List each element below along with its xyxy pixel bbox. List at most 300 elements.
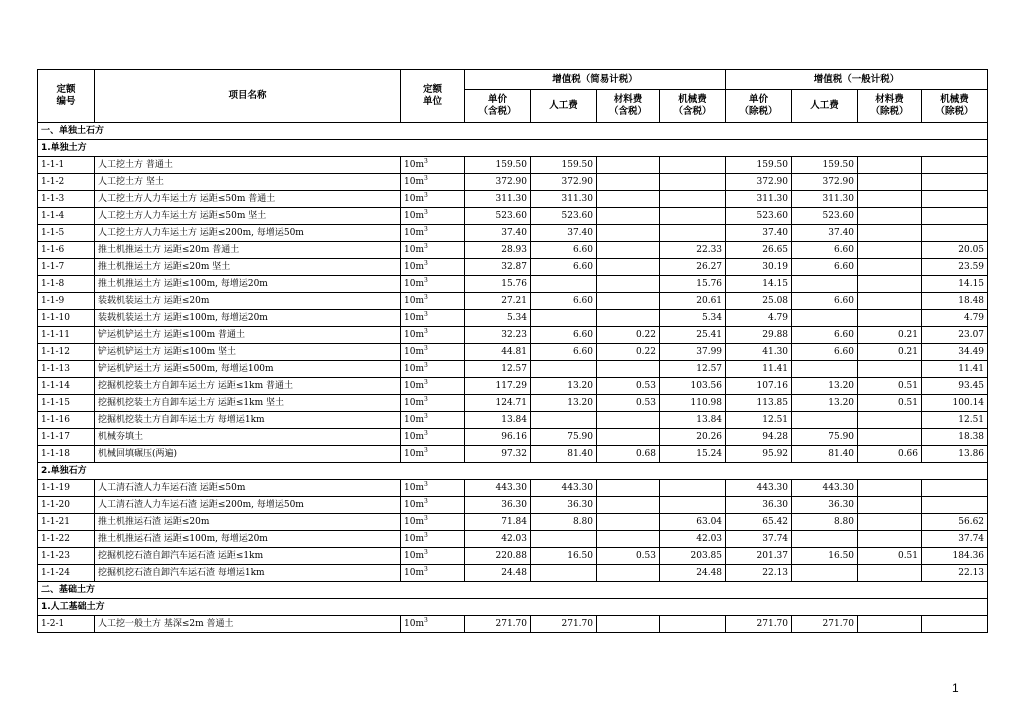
unit-superscript: 3 [424, 362, 428, 369]
cell-price-general: 65.42 [726, 514, 792, 531]
cell-labor-simple: 36.30 [531, 497, 597, 514]
cell-name: 人工挖土方人力车运土方 运距≤50m 普通土 [95, 191, 401, 208]
cell-name: 人工挖土方 坚土 [95, 174, 401, 191]
cell-unit: $10m^3$ [401, 616, 465, 633]
cell-machine-general: 56.62 [922, 514, 988, 531]
cell-code: 1-1-9 [38, 293, 95, 310]
cell-price-general: 12.51 [726, 412, 792, 429]
cell-labor-simple: 6.60 [531, 327, 597, 344]
cell-labor-general: 81.40 [792, 446, 858, 463]
cell-machine-simple [660, 497, 726, 514]
unit-superscript: 3 [424, 498, 428, 505]
cell-price-general: 271.70 [726, 616, 792, 633]
header-general-col-0: 单价 （除税） [726, 90, 792, 123]
cell-labor-simple: 6.60 [531, 344, 597, 361]
cell-price-general: 523.60 [726, 208, 792, 225]
cell-material-simple: 0.53 [597, 548, 660, 565]
cell-unit: $10m^3$ [401, 480, 465, 497]
cell-name: 人工清石渣人力车运石渣 运距≤50m [95, 480, 401, 497]
cell-machine-general [922, 497, 988, 514]
cell-material-general [858, 429, 922, 446]
cell-labor-general: 6.60 [792, 344, 858, 361]
cell-machine-general: 14.15 [922, 276, 988, 293]
cell-material-general [858, 242, 922, 259]
cell-name: 人工挖一般土方 基深≤2m 普通土 [95, 616, 401, 633]
cell-unit: $10m^3$ [401, 446, 465, 463]
unit-superscript: 3 [424, 430, 428, 437]
cell-name: 挖掘机挖石渣自卸汽车运石渣 运距≤1km [95, 548, 401, 565]
cell-labor-simple: 6.60 [531, 259, 597, 276]
cell-labor-general: 6.60 [792, 327, 858, 344]
cell-material-general [858, 174, 922, 191]
cell-machine-general: 93.45 [922, 378, 988, 395]
cell-material-general [858, 514, 922, 531]
cell-labor-simple [531, 565, 597, 582]
unit-superscript: 3 [424, 345, 428, 352]
cell-price-simple: 71.84 [465, 514, 531, 531]
cell-unit: $10m^3$ [401, 565, 465, 582]
cell-price-simple: 5.34 [465, 310, 531, 327]
unit-superscript: 3 [424, 260, 428, 267]
cell-name: 装载机装运土方 运距≤100m, 每增运20m [95, 310, 401, 327]
cell-price-general: 107.16 [726, 378, 792, 395]
cell-machine-simple: 5.34 [660, 310, 726, 327]
cell-labor-simple: 13.20 [531, 378, 597, 395]
cell-machine-simple: 203.85 [660, 548, 726, 565]
cell-name: 推土机推运石渣 运距≤100m, 每增运20m [95, 531, 401, 548]
cell-code: 1-1-22 [38, 531, 95, 548]
table-row [38, 446, 988, 463]
cell-labor-simple: 16.50 [531, 548, 597, 565]
cell-material-general [858, 225, 922, 242]
table-row [38, 293, 988, 310]
table-row [38, 361, 988, 378]
table-row [38, 157, 988, 174]
cell-unit: $10m^3$ [401, 293, 465, 310]
cell-labor-general: 36.30 [792, 497, 858, 514]
quota-table [37, 69, 988, 633]
cell-machine-general: 20.05 [922, 242, 988, 259]
section-row [38, 123, 988, 140]
cell-machine-general: 37.74 [922, 531, 988, 548]
cell-material-general [858, 412, 922, 429]
cell-machine-simple [660, 191, 726, 208]
cell-name: 挖掘机挖装土方自卸车运土方 运距≤1km 普通土 [95, 378, 401, 395]
cell-name: 挖掘机挖装土方自卸车运土方 运距≤1km 坚土 [95, 395, 401, 412]
cell-price-simple: 12.57 [465, 361, 531, 378]
table-row [38, 480, 988, 497]
cell-machine-general: 12.51 [922, 412, 988, 429]
cell-labor-general: 523.60 [792, 208, 858, 225]
cell-price-general: 41.30 [726, 344, 792, 361]
cell-material-general [858, 191, 922, 208]
cell-labor-simple: 13.20 [531, 395, 597, 412]
cell-labor-simple: 311.30 [531, 191, 597, 208]
cell-code: 1-1-11 [38, 327, 95, 344]
cell-price-simple: 13.84 [465, 412, 531, 429]
cell-code: 1-1-16 [38, 412, 95, 429]
cell-material-simple [597, 259, 660, 276]
cell-labor-simple: 372.90 [531, 174, 597, 191]
cell-machine-general: 23.07 [922, 327, 988, 344]
cell-code: 1-1-21 [38, 514, 95, 531]
table-row [38, 395, 988, 412]
subsection-row [38, 599, 988, 616]
cell-machine-general: 18.48 [922, 293, 988, 310]
cell-labor-general [792, 531, 858, 548]
cell-machine-simple: 63.04 [660, 514, 726, 531]
table-row [38, 276, 988, 293]
cell-price-general: 26.65 [726, 242, 792, 259]
cell-material-general [858, 361, 922, 378]
cell-material-general [858, 157, 922, 174]
cell-machine-general: 18.38 [922, 429, 988, 446]
cell-price-general: 37.40 [726, 225, 792, 242]
cell-labor-general [792, 361, 858, 378]
cell-material-simple: 0.68 [597, 446, 660, 463]
cell-material-general: 0.21 [858, 344, 922, 361]
cell-price-general: 311.30 [726, 191, 792, 208]
cell-unit: $10m^3$ [401, 514, 465, 531]
cell-name: 人工挖土方人力车运土方 运距≤50m 坚土 [95, 208, 401, 225]
cell-machine-general: 11.41 [922, 361, 988, 378]
subsection-row [38, 463, 988, 480]
cell-unit: $10m^3$ [401, 344, 465, 361]
cell-code: 1-1-20 [38, 497, 95, 514]
cell-code: 1-1-18 [38, 446, 95, 463]
cell-material-simple [597, 174, 660, 191]
cell-price-general: 159.50 [726, 157, 792, 174]
subsection-title: 2.单独石方 [38, 463, 988, 480]
cell-name: 机械回填碾压(两遍) [95, 446, 401, 463]
cell-labor-general: 13.20 [792, 395, 858, 412]
cell-code: 1-1-8 [38, 276, 95, 293]
cell-machine-general [922, 208, 988, 225]
cell-labor-simple: 271.70 [531, 616, 597, 633]
cell-code: 1-1-2 [38, 174, 95, 191]
cell-material-general [858, 565, 922, 582]
cell-machine-simple: 15.76 [660, 276, 726, 293]
cell-machine-general [922, 225, 988, 242]
section-title: 二、基础土方 [38, 582, 988, 599]
cell-material-general [858, 480, 922, 497]
cell-code: 1-1-17 [38, 429, 95, 446]
cell-material-simple [597, 225, 660, 242]
cell-machine-simple: 22.33 [660, 242, 726, 259]
cell-price-general: 443.30 [726, 480, 792, 497]
cell-machine-general: 184.36 [922, 548, 988, 565]
cell-material-simple [597, 480, 660, 497]
cell-material-simple [597, 565, 660, 582]
cell-labor-general [792, 310, 858, 327]
cell-code: 1-1-10 [38, 310, 95, 327]
cell-machine-general [922, 157, 988, 174]
cell-unit: $10m^3$ [401, 412, 465, 429]
cell-price-general: 372.90 [726, 174, 792, 191]
cell-labor-general: 271.70 [792, 616, 858, 633]
cell-labor-simple: 81.40 [531, 446, 597, 463]
cell-material-general [858, 616, 922, 633]
subsection-row [38, 140, 988, 157]
cell-material-simple [597, 497, 660, 514]
cell-labor-general: 8.80 [792, 514, 858, 531]
cell-price-general: 30.19 [726, 259, 792, 276]
cell-machine-simple [660, 225, 726, 242]
cell-code: 1-1-15 [38, 395, 95, 412]
cell-machine-simple: 12.57 [660, 361, 726, 378]
unit-superscript: 3 [424, 209, 428, 216]
cell-unit: $10m^3$ [401, 327, 465, 344]
subsection-title: 1.单独土方 [38, 140, 988, 157]
table-row [38, 259, 988, 276]
cell-labor-general: 443.30 [792, 480, 858, 497]
cell-labor-simple: 37.40 [531, 225, 597, 242]
header-name: 项目名称 [95, 70, 401, 123]
unit-superscript: 3 [424, 158, 428, 165]
cell-labor-general: 37.40 [792, 225, 858, 242]
cell-machine-simple [660, 208, 726, 225]
cell-machine-general: 13.86 [922, 446, 988, 463]
cell-unit: $10m^3$ [401, 174, 465, 191]
table-header [38, 70, 988, 123]
unit-superscript: 3 [424, 617, 428, 624]
cell-labor-simple: 75.90 [531, 429, 597, 446]
unit-superscript: 3 [424, 277, 428, 284]
cell-code: 1-1-19 [38, 480, 95, 497]
table-row [38, 378, 988, 395]
cell-unit: $10m^3$ [401, 310, 465, 327]
cell-material-simple [597, 429, 660, 446]
cell-unit: $10m^3$ [401, 378, 465, 395]
cell-price-simple: 443.30 [465, 480, 531, 497]
cell-material-general [858, 276, 922, 293]
cell-price-general: 22.13 [726, 565, 792, 582]
cell-material-simple: 0.22 [597, 327, 660, 344]
cell-material-simple [597, 514, 660, 531]
header-group-simple: 增值税（简易计税） [465, 70, 726, 90]
header-simple-col-2: 材料费 （含税） [597, 90, 660, 123]
cell-price-simple: 37.40 [465, 225, 531, 242]
cell-labor-general: 16.50 [792, 548, 858, 565]
cell-machine-general [922, 191, 988, 208]
unit-superscript: 3 [424, 515, 428, 522]
cell-unit: $10m^3$ [401, 242, 465, 259]
table-row [38, 208, 988, 225]
cell-unit: $10m^3$ [401, 157, 465, 174]
cell-material-simple [597, 412, 660, 429]
section-title: 一、单独土石方 [38, 123, 988, 140]
cell-price-simple: 32.23 [465, 327, 531, 344]
cell-labor-general: 13.20 [792, 378, 858, 395]
cell-labor-simple: 8.80 [531, 514, 597, 531]
cell-price-simple: 220.88 [465, 548, 531, 565]
unit-superscript: 3 [424, 175, 428, 182]
cell-price-simple: 311.30 [465, 191, 531, 208]
cell-name: 推土机推运土方 运距≤20m 坚土 [95, 259, 401, 276]
cell-material-simple [597, 191, 660, 208]
header-general-col-3: 机械费 （除税） [922, 90, 988, 123]
cell-code: 1-2-1 [38, 616, 95, 633]
cell-labor-simple: 523.60 [531, 208, 597, 225]
header-unit: 定额 单位 [401, 70, 465, 123]
cell-price-simple: 124.71 [465, 395, 531, 412]
cell-price-general: 36.30 [726, 497, 792, 514]
cell-price-general: 94.28 [726, 429, 792, 446]
cell-material-simple [597, 531, 660, 548]
cell-unit: $10m^3$ [401, 531, 465, 548]
cell-code: 1-1-14 [38, 378, 95, 395]
cell-labor-general [792, 412, 858, 429]
unit-superscript: 3 [424, 566, 428, 573]
table-row [38, 242, 988, 259]
cell-material-general: 0.21 [858, 327, 922, 344]
cell-labor-general [792, 276, 858, 293]
cell-name: 机械夯填土 [95, 429, 401, 446]
header-group-general: 增值税（一般计税） [726, 70, 988, 90]
cell-material-general [858, 208, 922, 225]
cell-material-general [858, 497, 922, 514]
cell-price-general: 14.15 [726, 276, 792, 293]
page-number: 1 [952, 681, 959, 695]
cell-labor-general: 159.50 [792, 157, 858, 174]
cell-price-simple: 523.60 [465, 208, 531, 225]
cell-machine-general: 23.59 [922, 259, 988, 276]
unit-superscript: 3 [424, 413, 428, 420]
table-row [38, 174, 988, 191]
cell-name: 铲运机铲运土方 运距≤100m 普通土 [95, 327, 401, 344]
cell-material-general: 0.66 [858, 446, 922, 463]
cell-code: 1-1-6 [38, 242, 95, 259]
cell-price-simple: 32.87 [465, 259, 531, 276]
cell-machine-simple: 103.56 [660, 378, 726, 395]
cell-labor-simple: 443.30 [531, 480, 597, 497]
cell-material-simple [597, 242, 660, 259]
unit-superscript: 3 [424, 549, 428, 556]
cell-material-simple [597, 157, 660, 174]
cell-machine-simple: 20.61 [660, 293, 726, 310]
cell-machine-simple: 15.24 [660, 446, 726, 463]
cell-name: 人工挖土方人力车运土方 运距≤200m, 每增运50m [95, 225, 401, 242]
cell-labor-simple [531, 361, 597, 378]
cell-machine-simple [660, 174, 726, 191]
cell-price-simple: 372.90 [465, 174, 531, 191]
cell-material-general [858, 259, 922, 276]
cell-machine-general [922, 480, 988, 497]
unit-superscript: 3 [424, 294, 428, 301]
cell-material-simple [597, 616, 660, 633]
cell-code: 1-1-4 [38, 208, 95, 225]
unit-superscript: 3 [424, 243, 428, 250]
cell-material-simple [597, 310, 660, 327]
cell-material-general [858, 531, 922, 548]
table-row [38, 412, 988, 429]
cell-price-simple: 96.16 [465, 429, 531, 446]
table-row [38, 310, 988, 327]
cell-machine-simple [660, 480, 726, 497]
cell-labor-simple: 159.50 [531, 157, 597, 174]
cell-price-general: 11.41 [726, 361, 792, 378]
cell-name: 推土机推运石渣 运距≤20m [95, 514, 401, 531]
cell-price-general: 37.74 [726, 531, 792, 548]
table-row [38, 514, 988, 531]
cell-machine-simple: 24.48 [660, 565, 726, 582]
table-row [38, 327, 988, 344]
table-row [38, 497, 988, 514]
unit-superscript: 3 [424, 311, 428, 318]
cell-unit: $10m^3$ [401, 276, 465, 293]
cell-name: 铲运机铲运土方 运距≤100m 坚土 [95, 344, 401, 361]
cell-labor-simple [531, 276, 597, 293]
unit-superscript: 3 [424, 328, 428, 335]
table-row [38, 191, 988, 208]
cell-code: 1-1-1 [38, 157, 95, 174]
cell-name: 装载机装运土方 运距≤20m [95, 293, 401, 310]
cell-material-simple [597, 293, 660, 310]
cell-code: 1-1-23 [38, 548, 95, 565]
unit-superscript: 3 [424, 379, 428, 386]
cell-machine-general [922, 616, 988, 633]
cell-code: 1-1-13 [38, 361, 95, 378]
cell-material-general: 0.51 [858, 378, 922, 395]
table-row [38, 225, 988, 242]
cell-price-simple: 271.70 [465, 616, 531, 633]
cell-price-general: 4.79 [726, 310, 792, 327]
cell-code: 1-1-12 [38, 344, 95, 361]
section-row [38, 582, 988, 599]
cell-unit: $10m^3$ [401, 429, 465, 446]
cell-price-simple: 117.29 [465, 378, 531, 395]
cell-labor-simple [531, 412, 597, 429]
unit-superscript: 3 [424, 481, 428, 488]
cell-price-simple: 24.48 [465, 565, 531, 582]
cell-material-simple: 0.53 [597, 395, 660, 412]
unit-superscript: 3 [424, 396, 428, 403]
cell-code: 1-1-5 [38, 225, 95, 242]
cell-material-simple: 0.53 [597, 378, 660, 395]
cell-price-simple: 36.30 [465, 497, 531, 514]
cell-material-general [858, 293, 922, 310]
cell-name: 铲运机铲运土方 运距≤500m, 每增运100m [95, 361, 401, 378]
unit-superscript: 3 [424, 447, 428, 454]
cell-labor-simple: 6.60 [531, 242, 597, 259]
subsection-title: 1.人工基础土方 [38, 599, 988, 616]
cell-unit: $10m^3$ [401, 208, 465, 225]
cell-name: 挖掘机挖石渣自卸汽车运石渣 每增运1km [95, 565, 401, 582]
cell-machine-simple [660, 157, 726, 174]
cell-unit: $10m^3$ [401, 395, 465, 412]
unit-superscript: 3 [424, 226, 428, 233]
cell-price-simple: 15.76 [465, 276, 531, 293]
cell-price-simple: 97.32 [465, 446, 531, 463]
unit-superscript: 3 [424, 192, 428, 199]
cell-machine-general: 34.49 [922, 344, 988, 361]
cell-machine-general: 100.14 [922, 395, 988, 412]
cell-labor-general: 75.90 [792, 429, 858, 446]
cell-price-simple: 28.93 [465, 242, 531, 259]
cell-labor-simple: 6.60 [531, 293, 597, 310]
table-row [38, 548, 988, 565]
header-simple-col-3: 机械费 （含税） [660, 90, 726, 123]
cell-machine-simple: 42.03 [660, 531, 726, 548]
cell-name: 推土机推运土方 运距≤20m 普通土 [95, 242, 401, 259]
cell-code: 1-1-3 [38, 191, 95, 208]
cell-code: 1-1-24 [38, 565, 95, 582]
cell-material-general: 0.51 [858, 395, 922, 412]
cell-machine-general: 4.79 [922, 310, 988, 327]
cell-machine-simple [660, 616, 726, 633]
cell-material-simple [597, 276, 660, 293]
cell-unit: $10m^3$ [401, 191, 465, 208]
